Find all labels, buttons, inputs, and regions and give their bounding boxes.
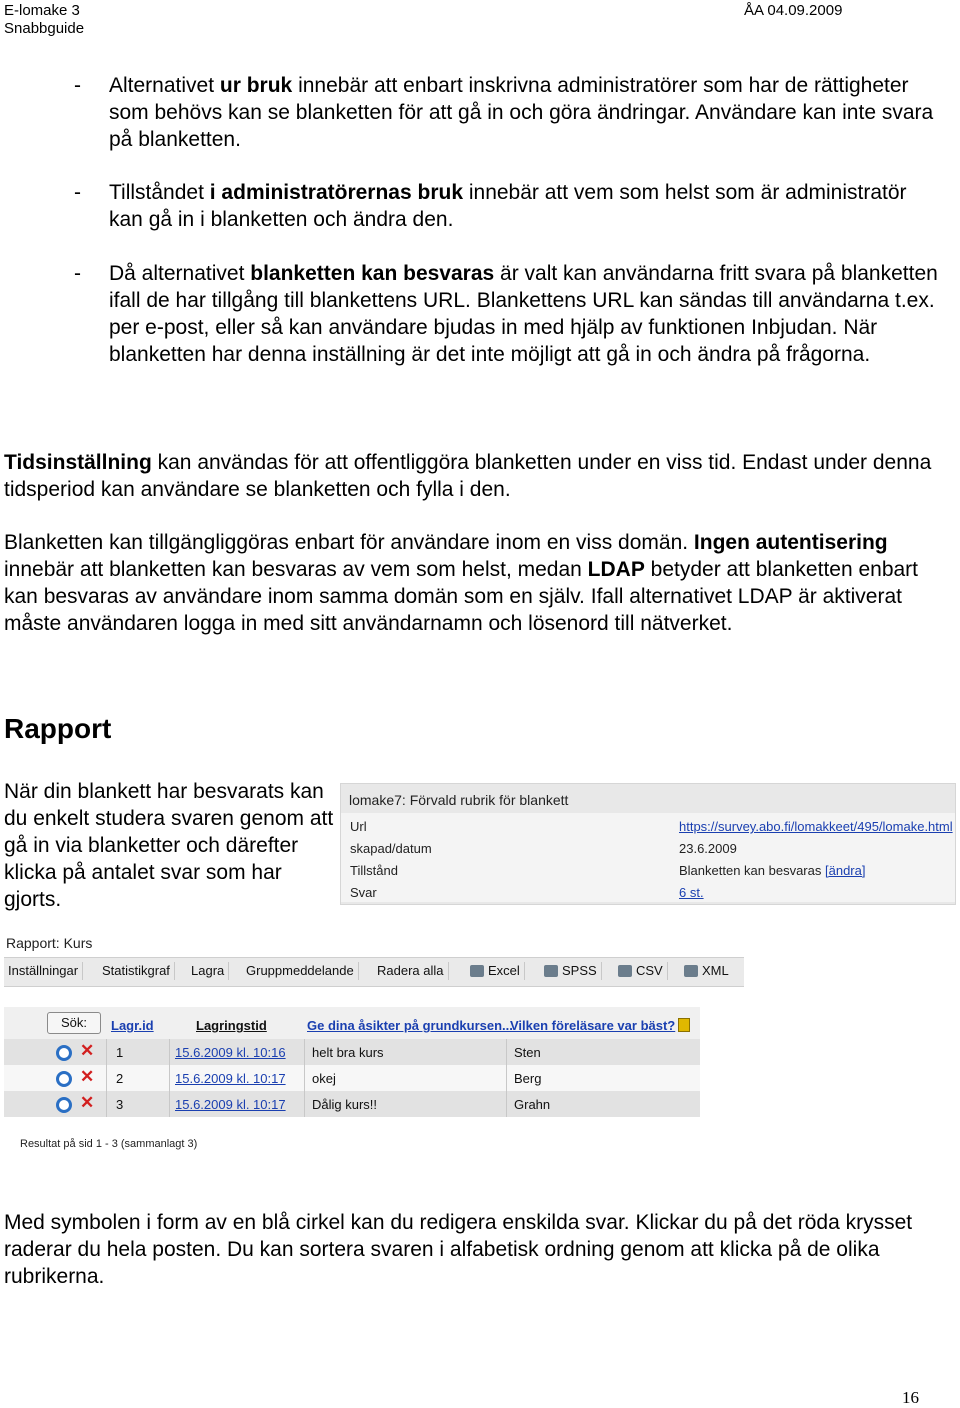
form-status <box>679 863 865 878</box>
bullet-text <box>109 72 939 153</box>
toolbar-save-button[interactable]: Lagra <box>187 962 229 980</box>
column-header-question2[interactable] <box>510 1018 690 1033</box>
toolbar-group-message-button[interactable]: Gruppmeddelande <box>242 962 359 980</box>
result-summary: Resultat på sid 1 - 3 (sammanlagt 3) <box>20 1138 198 1150</box>
toolbar-excel-button[interactable] <box>466 962 525 980</box>
paragraph-bold: LDAP <box>587 558 645 581</box>
row-answer2: Sten <box>514 1045 541 1060</box>
row-answer1: okej <box>312 1071 336 1086</box>
bullet-text-bold: blanketten kan besvaras <box>250 262 495 285</box>
column-header-question1[interactable]: Ge dina åsikter på grundkursen... <box>307 1018 513 1033</box>
spss-icon <box>544 965 558 977</box>
form-info-row <box>341 882 955 904</box>
form-info-label: Svar <box>350 885 377 900</box>
paragraph-text: innebär att blanketten kan besvaras av vem som helst, medan <box>4 558 588 581</box>
toolbar-spss-button[interactable] <box>540 962 602 980</box>
search-button[interactable]: Sök: <box>47 1012 101 1034</box>
report-table-header <box>4 1007 700 1039</box>
form-info-screenshot <box>340 783 956 905</box>
row-answer2: Grahn <box>514 1097 551 1112</box>
toolbar-csv-label: CSV <box>636 963 663 978</box>
row-answer1: helt bra kurs <box>312 1045 384 1060</box>
paragraph-bold: Tidsinställning <box>4 451 152 474</box>
paragraph-symbols: Med symbolen i form av en blå cirkel kan du redigera enskilda svar. Klickar du på det röda krysset raderar du hela posten. Du kan sortera svaren i alfabetisk ordning genom att klicka på de olika rubrikerna. <box>4 1211 913 1288</box>
form-created-date: 23.6.2009 <box>679 841 737 856</box>
report-toolbar <box>4 957 744 987</box>
row-time-link[interactable]: 15.6.2009 kl. 10:16 <box>175 1045 286 1060</box>
form-info-rows <box>341 813 955 902</box>
row-answer1: Dålig kurs!! <box>312 1097 378 1112</box>
paragraph-rapport-intro: När din blankett har besvarats kan du enkelt studera svaren genom att gå in via blanketter och därefter klicka på antalet svar som har gjorts. <box>4 780 334 911</box>
bullet-text-post: innebär att enbart inskrivna administratörer som har de rättigheter som behövs kan se blanketten för att gå in och göra ändringar. Användare kan inte svara på blanketten. <box>109 74 934 151</box>
toolbar-excel-label: Excel <box>488 963 520 978</box>
form-url-link[interactable]: https://survey.abo.fi/lomakkeet/495/lomake.html <box>679 819 953 834</box>
bullet-text-bold: ur bruk <box>219 74 293 97</box>
report-title: Rapport: Kurs <box>6 935 93 951</box>
form-status-change-link[interactable]: [ändra] <box>825 863 866 878</box>
paragraph-bold: Ingen autentisering <box>693 531 888 554</box>
edit-answer-icon[interactable] <box>56 1071 72 1087</box>
bullet-dash: - <box>74 181 81 204</box>
toolbar-settings-button[interactable]: Inställningar <box>4 962 83 980</box>
row-answer2: Berg <box>514 1071 542 1086</box>
paragraph-text: Blanketten kan tillgängliggöras enbart för användare inom en viss domän. <box>4 531 694 554</box>
answers-count-link[interactable]: 6 st. <box>679 885 704 900</box>
paragraph-text: kan användas för att offentliggöra blanketten under en viss tid. Endast under denna tidsperiod kan användare se blanketten och fylla i den. <box>4 451 932 501</box>
bullet-text-post: är valt kan användarna fritt svara på blanketten ifall de har tillgång till blankettens URL. Blankettens URL kan sändas till användarna t.ex. per e-post, eller så kan användare bjudas in med hjälp av funktionen Inbjudan. När blanketten har denna inställning är det inte möjligt att gå in och ändra på frågorna. <box>109 262 938 366</box>
delete-answer-icon[interactable]: ✕ <box>80 1067 95 1086</box>
bullet-text-pre: Alternativet <box>109 74 220 97</box>
page-number: 16 <box>902 1388 919 1407</box>
excel-icon <box>470 965 484 977</box>
form-info-row <box>341 816 955 838</box>
delete-answer-icon[interactable]: ✕ <box>80 1041 95 1060</box>
paragraph-autentisering <box>4 529 934 637</box>
csv-icon <box>618 965 632 977</box>
delete-answer-icon[interactable]: ✕ <box>80 1093 95 1112</box>
doc-subtitle: Snabbguide <box>4 20 85 37</box>
paragraph-tidsinstallning <box>4 449 934 503</box>
row-id: 2 <box>116 1071 124 1086</box>
form-status-value: Blanketten kan besvaras <box>679 863 822 878</box>
doc-header-left <box>4 2 84 38</box>
xml-icon <box>684 965 698 977</box>
bullet-text <box>109 260 939 368</box>
bullet-text-post: innebär att vem som helst som är administratör kan gå in i blanketten och ändra den. <box>109 181 907 231</box>
bullet-text-pre: Då alternativet <box>109 262 251 285</box>
row-time-link[interactable]: 15.6.2009 kl. 10:17 <box>175 1071 286 1086</box>
row-id: 1 <box>116 1045 124 1060</box>
report-table <box>4 1007 700 1117</box>
form-info-label: Url <box>350 819 367 834</box>
edit-answer-icon[interactable] <box>56 1097 72 1113</box>
toolbar-csv-button[interactable] <box>614 962 668 980</box>
toolbar-statistics-button[interactable]: Statistikgraf <box>98 962 175 980</box>
toolbar-xml-button[interactable] <box>680 962 733 980</box>
column-divider <box>506 1039 507 1117</box>
row-id: 3 <box>116 1097 124 1112</box>
paragraph-text: betyder att blanketten enbart kan besvaras av användare inom samma domän som en själv. Ifall alternativet LDAP är aktiverat måste användaren logga in med sitt användarnamn och lösenord till nätverket. <box>4 558 919 635</box>
column-divider <box>106 1039 107 1117</box>
column-divider <box>304 1039 305 1117</box>
column-header-time[interactable]: Lagringstid <box>196 1018 267 1033</box>
form-info-title: lomake7: Förvald rubrik för blankett <box>349 792 569 808</box>
table-row <box>4 1065 700 1091</box>
toolbar-spss-label: SPSS <box>562 963 597 978</box>
section-heading-rapport: Rapport <box>4 713 112 744</box>
table-row <box>4 1039 700 1065</box>
bullet-text-bold: i administratörernas bruk <box>209 181 464 204</box>
edit-answer-icon[interactable] <box>56 1045 72 1061</box>
toolbar-xml-label: XML <box>702 963 729 978</box>
bullet-text <box>109 179 939 233</box>
row-time-link[interactable]: 15.6.2009 kl. 10:17 <box>175 1097 286 1112</box>
note-icon <box>678 1018 690 1032</box>
form-info-row <box>341 838 955 860</box>
form-info-row <box>341 860 955 882</box>
form-info-label: Tillstånd <box>350 863 398 878</box>
table-row <box>4 1091 700 1117</box>
column-header-id[interactable]: Lagr.id <box>111 1018 154 1033</box>
bullet-text-pre: Tillståndet <box>109 181 210 204</box>
column-divider <box>169 1039 170 1117</box>
bullet-dash: - <box>74 74 81 97</box>
doc-header-date: ÅA 04.09.2009 <box>744 2 843 19</box>
column-header-question2-label: Vilken föreläsare var bäst? <box>510 1018 676 1033</box>
toolbar-delete-all-button[interactable]: Radera alla <box>373 962 449 980</box>
form-info-label: skapad/datum <box>350 841 432 856</box>
doc-title: E-lomake 3 <box>4 2 80 19</box>
bullet-dash: - <box>74 262 81 285</box>
